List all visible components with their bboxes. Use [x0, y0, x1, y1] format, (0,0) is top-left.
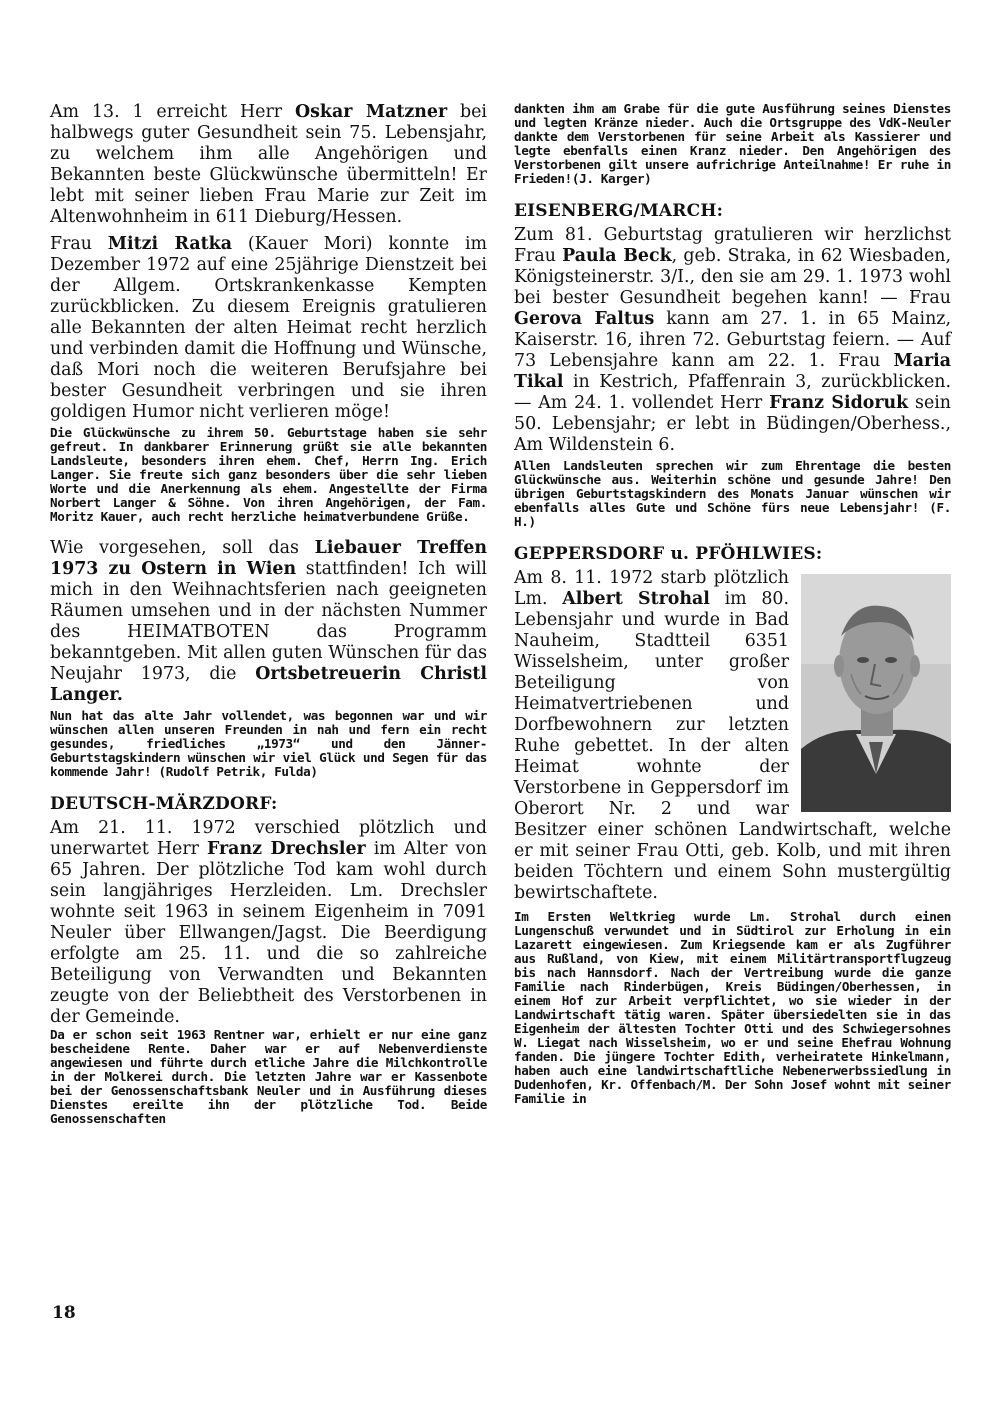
name-franz-drechsler: Franz Drechsler	[206, 839, 366, 859]
right-column	[514, 102, 951, 1106]
name-gerova-faltus: Gerova Faltus	[514, 309, 655, 329]
name-maria-tikal: Maria Tikal	[514, 351, 951, 392]
heading-eisenberg-march: EISENBERG/MARCH:	[514, 201, 724, 221]
name-oskar-matzner: Oskar Matzner	[294, 102, 448, 122]
smallprint-strohal-biography: Im Ersten Weltkrieg wurde Lm. Strohal durch einen Lungenschuß verwundet und in Südtirol zur Erholung in ein Lazarett eingewiesen. Zum Kriegsende kam er als Zugführer aus Rußland, von Kiew, mit einem Militärtransportflugzeug bis nach Hannsdorf. Nach der Vertreibung wurde die ganze Familie nach Rinderbügen, Kreis Büdingen/Oberhessen, in einem Hof zur Arbeit verpflichtet, wo sie wieder in der Landwirtschaft tätig waren. Später übersiedelten sie in das Eigenheim der ältesten Tochter Otti und des Schwiegersohnes W. Liegat nach Wisselsheim, wo er und seine Ehefrau Wohnung fanden. Die jüngere Tochter Edith, verheiratete Hinkelmann, haben auch eine landwirtschaftliche Nebenerwerbssiedlung in Dudenhofen, Kr. Offenbach/M. Der Sohn Josef wohnt mit seiner Familie in	[514, 909, 951, 1106]
signature-christl-langer: Ortsbetreuerin Christl Langer.	[50, 664, 487, 705]
smallprint-drechsler-continued: dankten ihm am Grabe für die gute Ausführung seines Dienstes und legten Kränze nieder. Auch die Ortsgruppe des VdK-Neuler dankte dem Verstorbenen für seine Arbeit als Kassierer und legte ebenfalls einen Kranz nieder. Den Angehörigen des Verstorbenen gilt unsere aufrichrige Anteilnahme! Er ruhe in Frieden!(J. Karger)	[514, 101, 951, 186]
paragraph-strohal: Am 8. 11. 1972 starb plötzlich Lm. Albert Strohal im 80. Lebensjahr und wurde in Bad Nauheim, Stadtteil 6351 Wisselsheim, unter großer Beteiligung von Heimatvertriebenen und Dorfbewohnern zur letzten Ruhe gebettet. In der alten Heimat wohnte der Verstorbene in Geppersdorf im Oberort Nr. 2 und war Besitzer einer schönen Landwirtschaft, welche er mit seiner Frau Otti, geb. Kolb, und mit ihren beiden Töchtern und einem Sohn mustergültig bewirtschaftete.	[514, 568, 951, 903]
event-liebauer-treffen: Liebauer Treffen 1973 zu Ostern in Wien	[50, 538, 487, 579]
paragraph-matzner: Am 13. 1 erreicht Herr Oskar Matzner bei halbwegs guter Gesundheit sein 75. Lebensjahr, zu welchem ihm alle Angehörigen und Bekannten beste Glückwünsche übermitteln! Er lebt mit seiner lieben Frau Marie zur Zeit im Altenwohnheim in 611 Dieburg/Hessen.	[50, 102, 487, 227]
left-column	[50, 102, 487, 1126]
smallprint-eisenberg-wishes: Allen Landsleuten sprechen wir zum Ehrentage die besten Glückwünsche aus. Weiterhin schöne und gesunde Jahre! Den übrigen Geburtstagskindern des Monats Januar wünschen wir ebenfalls alles Gute und Schöne fürs neue Lebensjahr! (F. H.)	[514, 458, 951, 529]
paragraph-liebauer-treffen: Wie vorgesehen, soll das Liebauer Treffen 1973 zu Ostern in Wien stattfinden! Ich will mich in den Weihnachtsferien nach geeigneten Räumen umsehen und in der nächsten Nummer des HEIMATBOTEN das Programm bekanntgeben. Mit allen guten Wünschen für das Neujahr 1973, die Ortsbetreuerin Christl Langer.	[50, 538, 487, 705]
smallprint-ratka-thanks: Die Glückwünsche zu ihrem 50. Geburtstage haben sie sehr gefreut. In dankbarer Erinnerung grüßt sie alle bekannten Landsleute, besonders ihren ehem. Chef, Herrn Ing. Erich Langer. Sie freute sich ganz besonders über die sehr lieben Worte und die Anerkennung als ehem. Angestellte der Firma Norbert Langer & Söhne. Von ihren Angehörigen, der Fam. Moritz Kauer, auch recht herzliche heimatverbundene Grüße.	[50, 425, 487, 524]
paragraph-ratka: Frau Mitzi Ratka (Kauer Mori) konnte im Dezember 1972 auf eine 25jährige Dienstzeit bei der Allgem. Ortskrankenkasse Kempten zurückblicken. Zu diesem Ereignis gratulieren alle Bekannten der alten Heimat recht herzlich und verbinden damit die Hoffnung und Wünsche, daß Mori noch die weiteren Berufsjahre bei bester Gesundheit verbringen und sie ihren goldigen Humor nicht verlieren möge!	[50, 234, 487, 422]
smallprint-new-year: Nun hat das alte Jahr vollendet, was begonnen war und wir wünschen allen unseren Freunden in nah und fern ein recht gesundes, friedliches „1973“ und den Jänner-Geburtstagskindern wünschen wir viel Glück und Segen für das kommende Jahr! (Rudolf Petrik, Fulda)	[50, 708, 487, 779]
name-franz-sidoruk: Franz Sidoruk	[769, 393, 909, 413]
paragraph-drechsler: Am 21. 11. 1972 verschied plötzlich und unerwartet Herr Franz Drechsler im Alter von 65 Jahren. Der plötzliche Tod kam wohl durch sein langjähriges Herzleiden. Lm. Drechsler wohnte seit 1963 in seinem Eigenheim in 7091 Neuler über Ellwangen/Jagst. Die Beerdigung erfolgte am 25. 11. und die so zahlreiche Beteiligung von Verwandten und Bekannten zeugte von der Beliebtheit des Verstorbenen in der Gemeinde.	[50, 818, 487, 1027]
portrait-of-man	[801, 574, 951, 812]
smallprint-drechsler: Da er schon seit 1963 Rentner war, erhielt er nur eine ganz bescheidene Rente. Daher war er auf Nebenverdienste angewiesen und führte durch etliche Jahre die Milchkontrolle in der Molkerei durch. Die letzten Jahre war er Kassenbote bei der Genossenschaftsbank Neuler und in Ausführung dieses Dienstes ereilte ihn der plötzliche Tod. Beide Genossenschaften	[50, 1027, 487, 1126]
name-paula-beck: Paula Beck	[562, 246, 672, 266]
name-mitzi-ratka: Mitzi Ratka	[107, 234, 233, 254]
heading-geppersdorf: GEPPERSDORF u. PFÖHLWIES:	[514, 544, 823, 564]
paragraph-eisenberg-birthdays: Zum 81. Geburtstag gratulieren wir herzlichst Frau Paula Beck, geb. Straka, in 62 Wiesbaden, Königsteinerstr. 3/I., den sie am 29. 1. 1973 wohl bei bester Gesundheit begehen kann! — Frau Gerova Faltus kann am 27. 1. in 65 Mainz, Kaiserstr. 16, ihren 72. Geburtstag feiern. — Auf 73 Lebensjahre kann am 22. 1. Frau Maria Tikal in Kestrich, Pfaffenrain 3, zurückblicken. — Am 24. 1. vollendet Herr Franz Sidoruk sein 50. Lebensjahr; er lebt in Büdingen/Oberhess., Am Wildenstein 6.	[514, 225, 952, 455]
portrait-photo	[801, 574, 951, 812]
page-number: 18	[52, 1303, 76, 1323]
heading-deutsch-maerzdorf: DEUTSCH-MÄRZDORF:	[50, 794, 278, 814]
name-albert-strohal: Albert Strohal	[562, 589, 710, 609]
